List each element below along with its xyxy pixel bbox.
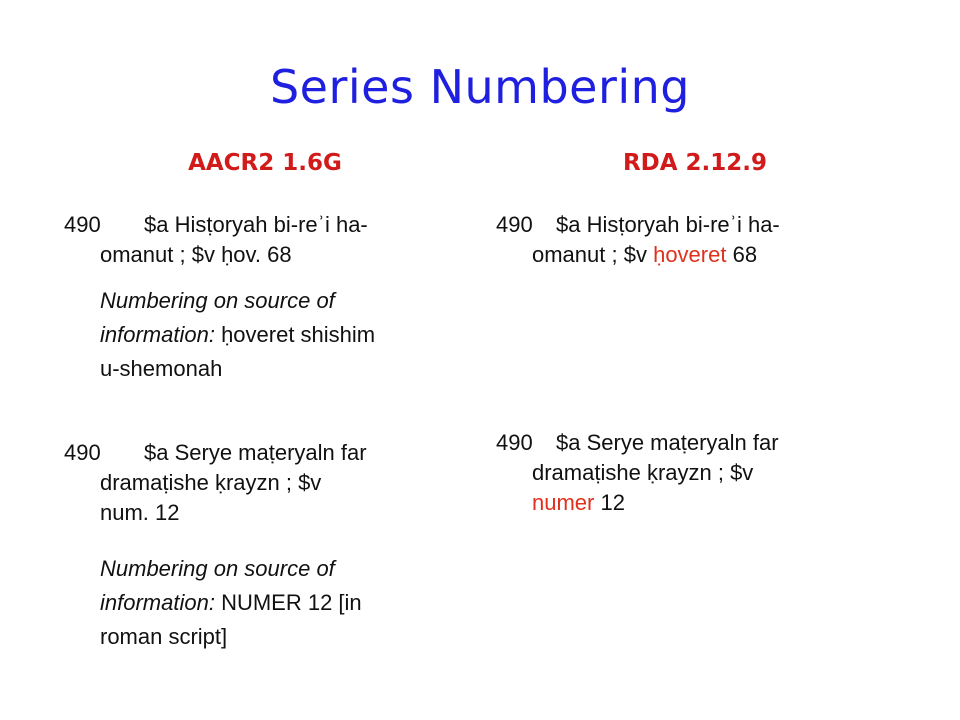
aacr2-heading: AACR2 1.6G: [188, 150, 342, 176]
rda-entry1-line1: [496, 210, 780, 240]
aacr2-note1-line2: [100, 318, 375, 352]
aacr2-note1-italic2: information:: [100, 322, 215, 347]
aacr2-note2-italic2: information:: [100, 590, 215, 615]
rda-entry1-line2: [496, 240, 780, 270]
aacr2-entry2-line3: num. 12: [100, 500, 180, 525]
marc-tag: 490: [64, 440, 101, 465]
aacr2-entry2-line2: dramaṭishe ḳrayzn ; $v: [100, 470, 322, 495]
aacr2-note1-text2: ḥoveret shishim: [214, 322, 376, 347]
rda-entry1-text1: $a Hisṭoryah bi-reʾi ha-: [556, 212, 780, 237]
aacr2-note2-line1: [100, 552, 362, 586]
rda-series-entry-2: [496, 428, 779, 518]
rda-entry2-line1: [496, 428, 779, 458]
marc-tag: 490: [496, 212, 533, 237]
aacr2-note1-line1: [100, 284, 375, 318]
rda-highlight-hoveret: ḥoveret: [653, 242, 727, 267]
rda-entry1-suffix: 68: [726, 242, 758, 267]
aacr2-series-entry-1: [64, 210, 368, 270]
aacr2-entry2-line1: [64, 438, 367, 468]
slide-title: Series Numbering: [269, 60, 690, 114]
rda-entry2-line3: [496, 488, 779, 518]
aacr2-entry1-line1: [64, 210, 368, 240]
aacr2-note2-line3: roman script]: [100, 624, 228, 649]
aacr2-note1-italic1: Numbering on source of: [100, 288, 335, 313]
rda-heading: RDA 2.12.9: [622, 150, 768, 176]
rda-highlight-numer: numer: [532, 490, 595, 515]
aacr2-entry1-line2: omanut ; $v ḥov. 68: [100, 242, 292, 267]
aacr2-entry1-text1: $a Hisṭoryah bi-reʾi ha-: [144, 212, 368, 237]
rda-entry2-text1: $a Serye maṭeryaln far: [556, 430, 779, 455]
aacr2-note2-italic1: Numbering on source of: [100, 556, 335, 581]
aacr2-series-entry-2: [64, 438, 367, 528]
aacr2-note-2: [100, 552, 362, 654]
rda-series-entry-1: [496, 210, 780, 270]
rda-entry2-line2: dramaṭishe ḳrayzn ; $v: [532, 460, 754, 485]
aacr2-note-1: [100, 284, 375, 386]
rda-entry2-suffix: 12: [594, 490, 625, 515]
marc-tag: 490: [496, 430, 533, 455]
aacr2-note1-line3: u-shemonah: [100, 356, 223, 381]
aacr2-note2-text2: NUMER 12 [in: [214, 590, 362, 615]
aacr2-note2-line2: [100, 586, 362, 620]
rda-entry1-prefix: omanut ; $v: [532, 242, 654, 267]
marc-tag: 490: [64, 212, 101, 237]
aacr2-entry2-text1: $a Serye maṭeryaln far: [144, 440, 367, 465]
